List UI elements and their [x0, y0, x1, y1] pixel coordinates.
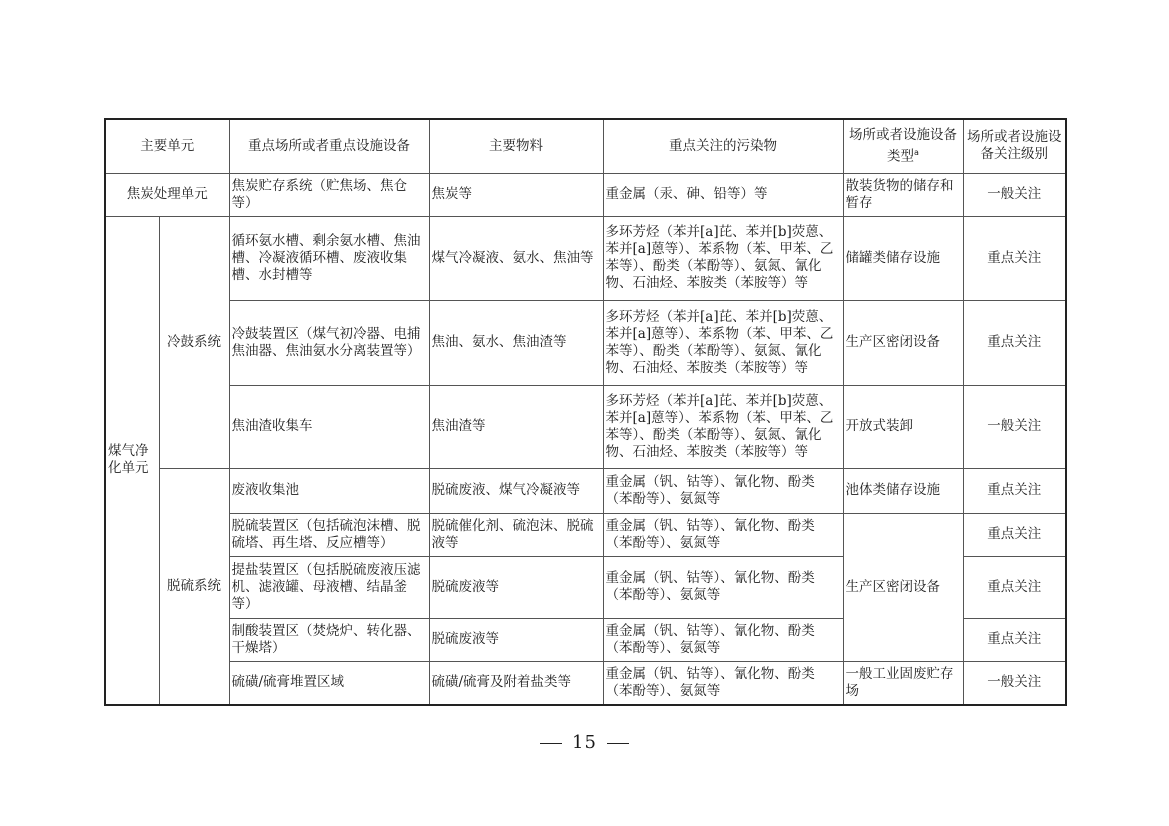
- table-header-row: [105, 119, 1066, 173]
- cell-material: 焦油、氨水、焦油渣等: [429, 300, 603, 385]
- cell-level: 重点关注: [963, 556, 1066, 618]
- cell-type: 开放式装卸: [843, 385, 963, 468]
- cell-level: 一般关注: [963, 173, 1066, 216]
- cell-material: 硫磺/硫膏及附着盐类等: [429, 661, 603, 705]
- header-key-pollutant: 重点关注的污染物: [603, 119, 843, 173]
- dash-right: [607, 743, 629, 744]
- cell-type: 池体类储存设施: [843, 468, 963, 513]
- header-site-type-label: 场所或者设施设备类型: [849, 127, 957, 165]
- footnote-marker: a: [914, 148, 919, 157]
- table-row: [105, 468, 1066, 513]
- cell-level: 重点关注: [963, 618, 1066, 661]
- cell-level: 一般关注: [963, 385, 1066, 468]
- cell-site: 焦油渣收集车: [229, 385, 429, 468]
- cell-material: 脱硫催化剂、硫泡沫、脱硫液等: [429, 513, 603, 556]
- pollution-facility-table: [104, 118, 1067, 706]
- header-attention-level: 场所或者设施设备关注级别: [963, 119, 1066, 173]
- cell-site: 制酸装置区（焚烧炉、转化器、干燥塔）: [229, 618, 429, 661]
- header-site-type: [843, 119, 963, 173]
- cell-pollutant: 重金属（汞、砷、铅等）等: [603, 173, 843, 216]
- cell-material: 煤气冷凝液、氨水、焦油等: [429, 216, 603, 300]
- cell-pollutant: 多环芳烃（苯并[a]芘、苯并[b]荧蒽、苯并[a]蒽等）、苯系物（苯、甲苯、乙苯等）、酚类（苯酚等）、氨氮、氰化物、石油烃、苯胺类（苯胺等）等: [603, 216, 843, 300]
- table-row: [105, 661, 1066, 705]
- table-row: [105, 173, 1066, 216]
- cell-site: 废液收集池: [229, 468, 429, 513]
- cell-material: 脱硫废液等: [429, 618, 603, 661]
- cell-pollutant: 重金属（钒、钴等）、氰化物、酚类（苯酚等）、氨氮等: [603, 556, 843, 618]
- cell-site: 硫磺/硫膏堆置区域: [229, 661, 429, 705]
- cell-material: 脱硫废液等: [429, 556, 603, 618]
- cell-unit: 焦炭处理单元: [105, 173, 229, 216]
- cell-pollutant: 重金属（钒、钴等）、氰化物、酚类（苯酚等）、氨氮等: [603, 618, 843, 661]
- cell-level: 重点关注: [963, 468, 1066, 513]
- cell-subsystem-desulfurization: 脱硫系统: [159, 468, 229, 705]
- cell-level: 重点关注: [963, 300, 1066, 385]
- header-main-material: 主要物料: [429, 119, 603, 173]
- page-number: 15: [572, 732, 597, 753]
- cell-site: 焦炭贮存系统（贮焦场、焦仓等）: [229, 173, 429, 216]
- cell-type: 储罐类储存设施: [843, 216, 963, 300]
- cell-material: 脱硫废液、煤气冷凝液等: [429, 468, 603, 513]
- cell-site: 循环氨水槽、剩余氨水槽、焦油槽、冷凝液循环槽、废液收集槽、水封槽等: [229, 216, 429, 300]
- cell-unit-gas-purification: 煤气净化单元: [105, 216, 159, 705]
- header-main-unit: 主要单元: [105, 119, 229, 173]
- cell-site: 脱硫装置区（包括硫泡沫槽、脱硫塔、再生塔、反应槽等）: [229, 513, 429, 556]
- header-key-site: 重点场所或者重点设施设备: [229, 119, 429, 173]
- cell-pollutant: 重金属（钒、钴等）、氰化物、酚类（苯酚等）、氨氮等: [603, 513, 843, 556]
- cell-site: 冷鼓装置区（煤气初冷器、电捕焦油器、焦油氨水分离装置等）: [229, 300, 429, 385]
- pollution-table-container: [104, 118, 1067, 706]
- cell-level: 一般关注: [963, 661, 1066, 705]
- dash-left: [540, 743, 562, 744]
- table-row: [105, 216, 1066, 300]
- cell-subsystem-cooling: 冷鼓系统: [159, 216, 229, 468]
- cell-level: 重点关注: [963, 513, 1066, 556]
- cell-site: 提盐装置区（包括脱硫废液压滤机、滤液罐、母液槽、结晶釜等）: [229, 556, 429, 618]
- table-row: [105, 385, 1066, 468]
- table-row: [105, 513, 1066, 556]
- cell-pollutant: 多环芳烃（苯并[a]芘、苯并[b]荧蒽、苯并[a]蒽等）、苯系物（苯、甲苯、乙苯等）、酚类（苯酚等）、氨氮、氰化物、石油烃、苯胺类（苯胺等）等: [603, 385, 843, 468]
- cell-type: 生产区密闭设备: [843, 300, 963, 385]
- cell-pollutant: 多环芳烃（苯并[a]芘、苯并[b]荧蒽、苯并[a]蒽等）、苯系物（苯、甲苯、乙苯等）、酚类（苯酚等）、氨氮、氰化物、石油烃、苯胺类（苯胺等）等: [603, 300, 843, 385]
- page-footer: [0, 732, 1169, 753]
- cell-type: 一般工业固废贮存场: [843, 661, 963, 705]
- cell-pollutant: 重金属（钒、钴等）、氰化物、酚类（苯酚等）、氨氮等: [603, 661, 843, 705]
- cell-material: 焦炭等: [429, 173, 603, 216]
- table-row: [105, 300, 1066, 385]
- cell-type: 散装货物的储存和暂存: [843, 173, 963, 216]
- cell-material: 焦油渣等: [429, 385, 603, 468]
- cell-type-merged: 生产区密闭设备: [843, 513, 963, 661]
- cell-pollutant: 重金属（钒、钴等）、氰化物、酚类（苯酚等）、氨氮等: [603, 468, 843, 513]
- cell-level: 重点关注: [963, 216, 1066, 300]
